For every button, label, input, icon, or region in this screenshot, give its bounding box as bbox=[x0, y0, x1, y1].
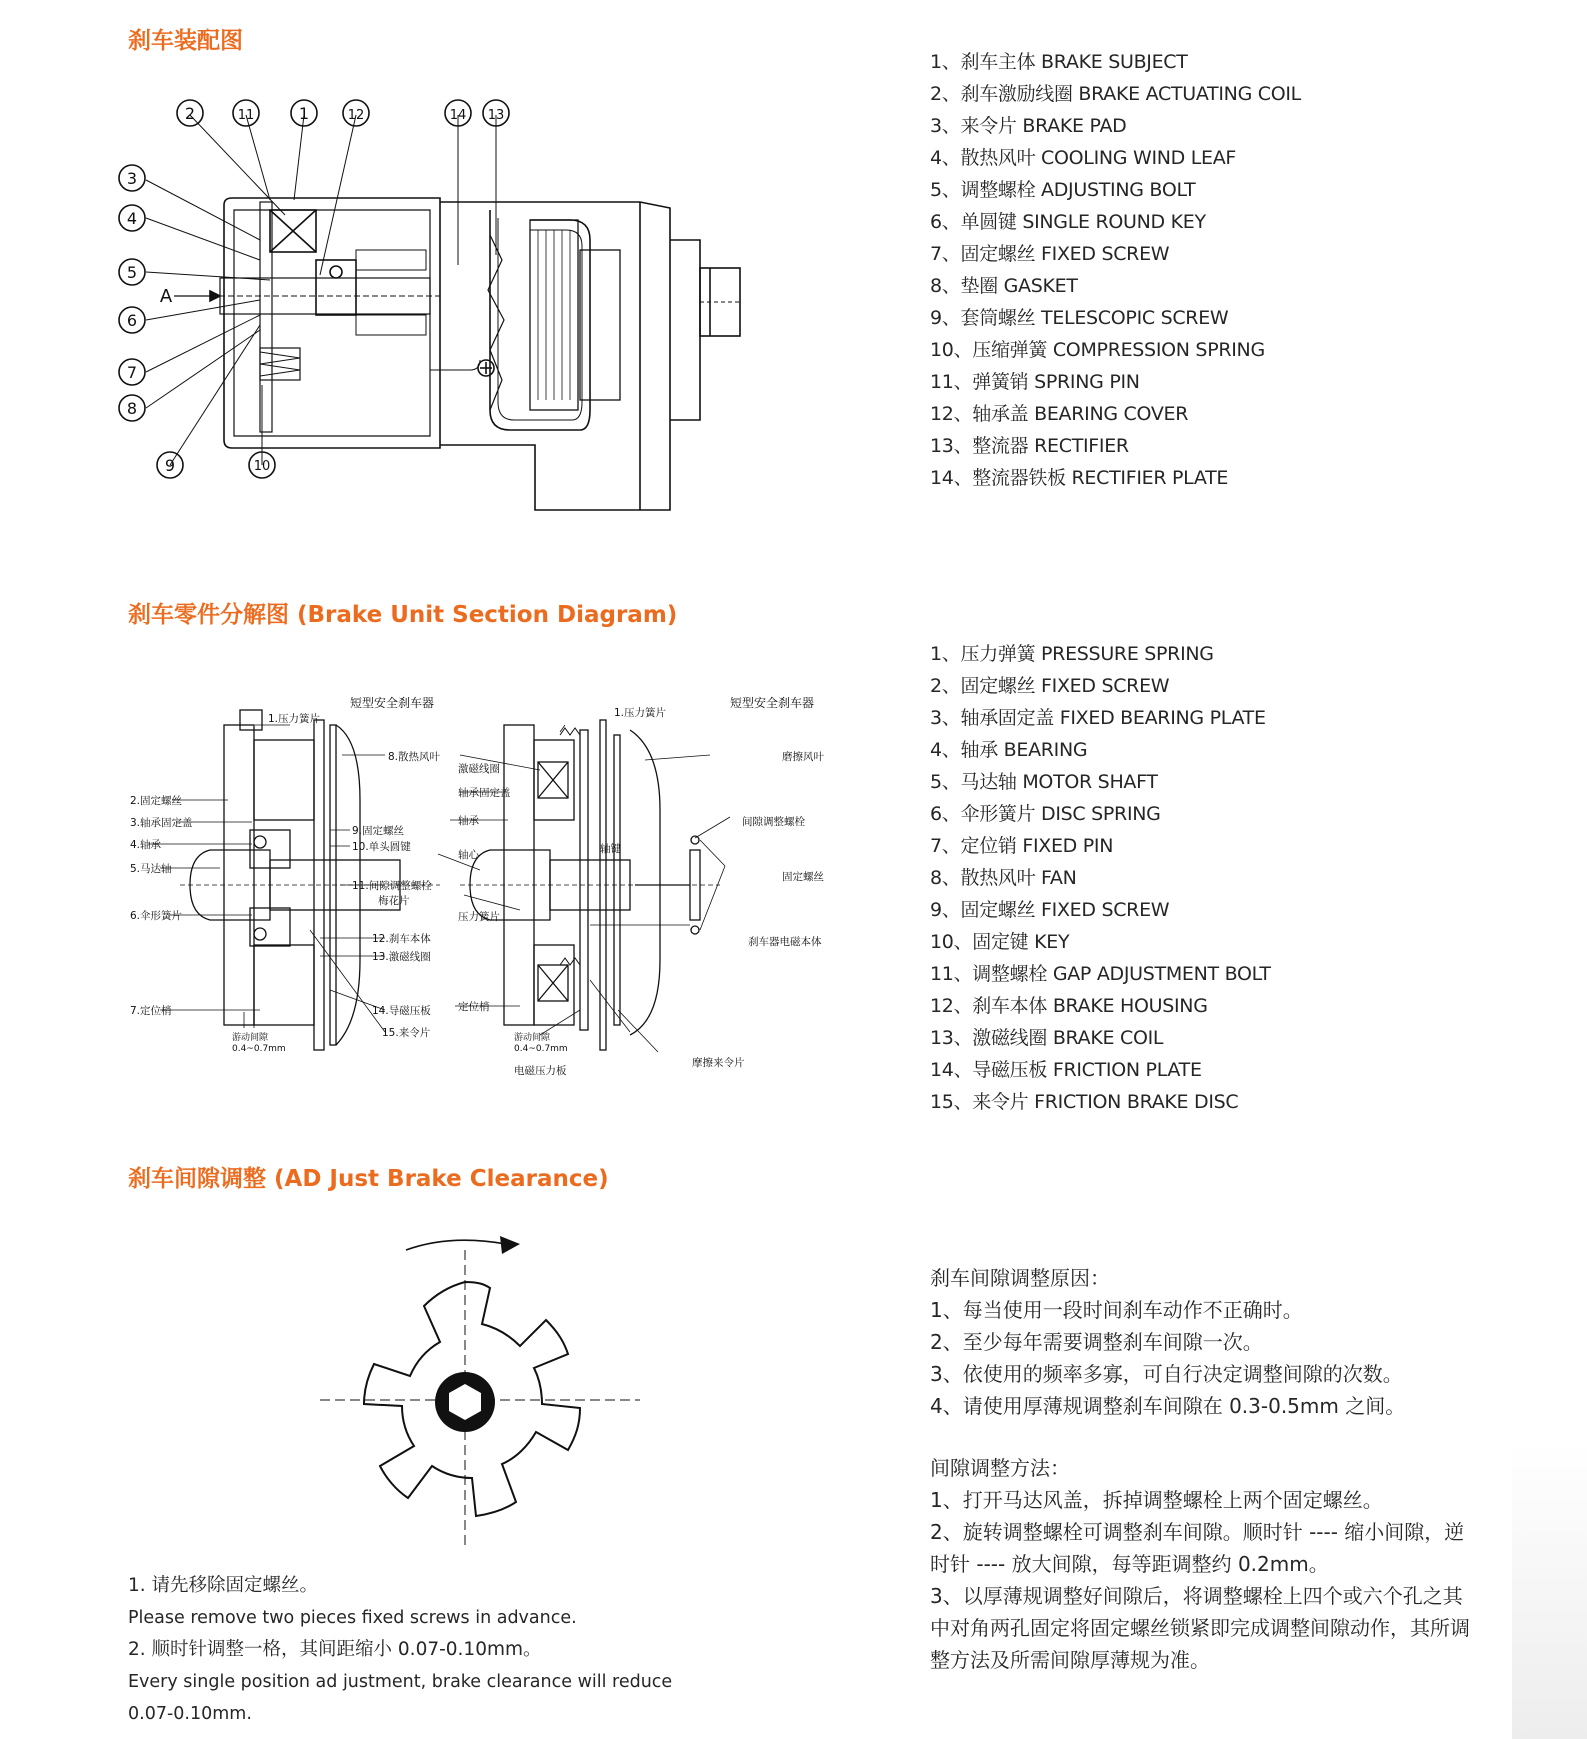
diagram-label: 游动间隙 bbox=[232, 1033, 269, 1043]
diagram-label: 摩擦来令片 bbox=[692, 1057, 745, 1069]
callout-label: 4 bbox=[126, 209, 138, 228]
diagram-label: 3.轴承固定盖 bbox=[130, 817, 193, 829]
diagram-label: 12.刹车本体 bbox=[372, 933, 431, 945]
note-2-en: Every single position ad justment, brake clearance will reduce 0.07-0.10mm. bbox=[128, 1672, 673, 1724]
list-item: 4、轴承 BEARING bbox=[930, 739, 1088, 761]
list-item: 9、套筒螺丝 TELESCOPIC SCREW bbox=[930, 307, 1229, 329]
list-item: 4、散热风叶 COOLING WIND LEAF bbox=[930, 147, 1237, 169]
diagram-label: 13.激磁线圈 bbox=[372, 951, 431, 963]
adjustment-star-wheel bbox=[310, 1220, 650, 1550]
list-item: 6、伞形簧片 DISC SPRING bbox=[930, 803, 1161, 825]
reasons-heading: 刹车间隙调整原因： bbox=[930, 1266, 1110, 1290]
list-item: 2、固定螺丝 FIXED SCREW bbox=[930, 675, 1170, 697]
list-item: 2、至少每年需要调整刹车间隙一次。 bbox=[930, 1330, 1263, 1354]
diagram-label: 磨擦风叶 bbox=[782, 751, 824, 763]
list-item: 1、打开马达风盖，拆掉调整螺栓上两个固定螺丝。 bbox=[930, 1488, 1383, 1512]
list-item: 1、每当使用一段时间刹车动作不正确时。 bbox=[930, 1298, 1303, 1322]
list-item: 2、旋转调整螺栓可调整刹车间隙。顺时针 ---- 缩小间隙，逆时针 ---- 放大间隙，每等距调整约 0.2mm。 bbox=[930, 1520, 1465, 1576]
exploded-section-title: 刹车零件分解图 (Brake Unit Section Diagram) bbox=[128, 602, 678, 628]
list-item: 10、压缩弹簧 COMPRESSION SPRING bbox=[930, 339, 1265, 361]
callout-label: 6 bbox=[126, 311, 138, 330]
list-item: 9、固定螺丝 FIXED SCREW bbox=[930, 899, 1170, 921]
callout-label: 12 bbox=[347, 108, 365, 123]
diagram-label: 轴键 bbox=[600, 843, 621, 855]
diagram-label: 激磁线圈 bbox=[458, 763, 500, 775]
diagram-label: 0.4~0.7mm bbox=[232, 1044, 286, 1054]
diagram-label: 9.固定螺丝 bbox=[352, 825, 405, 837]
clearance-text bbox=[930, 1262, 1470, 1676]
list-item: 6、单圆键 SINGLE ROUND KEY bbox=[930, 211, 1206, 233]
list-item: 14、整流器铁板 RECTIFIER PLATE bbox=[930, 467, 1229, 489]
diagram-label: 电磁压力板 bbox=[514, 1065, 567, 1077]
list-item: 1、刹车主体 BRAKE SUBJECT bbox=[930, 51, 1188, 73]
brake-exploded-diagram bbox=[120, 680, 860, 1100]
clearance-section-title: 刹车间隙调整 (AD Just Brake Clearance) bbox=[128, 1166, 609, 1192]
list-item: 3、依使用的频率多寡，可自行决定调整间隙的次数。 bbox=[930, 1362, 1403, 1386]
diagram-label: 定位梢 bbox=[458, 1001, 490, 1013]
list-item: 5、调整螺栓 ADJUSTING BOLT bbox=[930, 179, 1196, 201]
callout-label: 3 bbox=[126, 169, 138, 188]
diagram-label: 轴心 bbox=[458, 849, 479, 861]
diagram-label: 轴承固定盖 bbox=[458, 787, 511, 799]
callout-label: 9 bbox=[164, 456, 176, 475]
diagram-label: 游动间隙 bbox=[514, 1033, 551, 1043]
diagram-label: 6.伞形簧片 bbox=[130, 910, 183, 922]
callout-label: 14 bbox=[449, 108, 467, 123]
list-item: 1、压力弹簧 PRESSURE SPRING bbox=[930, 643, 1214, 665]
callout-label: 13 bbox=[487, 108, 505, 123]
list-item: 8、垫圈 GASKET bbox=[930, 275, 1078, 297]
list-item: 3、来令片 BRAKE PAD bbox=[930, 115, 1127, 137]
diagram-label: 14.导磁压板 bbox=[372, 1005, 431, 1017]
list-item: 14、导磁压板 FRICTION PLATE bbox=[930, 1059, 1202, 1081]
list-item: 7、定位销 FIXED PIN bbox=[930, 835, 1114, 857]
assembly-section-title: 刹车装配图 bbox=[128, 28, 243, 54]
page-edge-shade bbox=[1512, 1440, 1587, 1739]
list-item: 7、固定螺丝 FIXED SCREW bbox=[930, 243, 1170, 265]
list-item: 12、刹车本体 BRAKE HOUSING bbox=[930, 995, 1208, 1017]
left-diagram-title: 短型安全刹车器 bbox=[350, 696, 435, 710]
diagram-label: 0.4~0.7mm bbox=[514, 1044, 568, 1054]
arrow-a-label: A bbox=[159, 286, 173, 307]
diagram-label: 刹车器电磁本体 bbox=[748, 936, 822, 948]
list-item: 11、弹簧销 SPRING PIN bbox=[930, 371, 1140, 393]
note-1-en: Please remove two pieces fixed screws in advance. bbox=[128, 1608, 577, 1628]
diagram-label: 2.固定螺丝 bbox=[130, 795, 183, 807]
list-item: 4、请使用厚薄规调整刹车间隙在 0.3-0.5mm 之间。 bbox=[930, 1394, 1406, 1418]
exploded-parts-list bbox=[930, 638, 1271, 1118]
diagram-label: 压力簧片 bbox=[458, 911, 500, 923]
callout-label: 7 bbox=[126, 363, 138, 382]
assembly-parts-list bbox=[930, 46, 1301, 494]
list-item: 13、激磁线圈 BRAKE COIL bbox=[930, 1027, 1164, 1049]
list-item: 3、轴承固定盖 FIXED BEARING PLATE bbox=[930, 707, 1266, 729]
list-item: 11、调整螺栓 GAP ADJUSTMENT BOLT bbox=[930, 963, 1271, 985]
diagram-label: 4.轴承 bbox=[130, 839, 162, 851]
list-item: 15、来令片 FRICTION BRAKE DISC bbox=[930, 1091, 1239, 1113]
diagram-label: 梅花片 bbox=[378, 895, 410, 907]
method-heading: 间隙调整方法： bbox=[930, 1456, 1070, 1480]
list-item: 12、轴承盖 BEARING COVER bbox=[930, 403, 1189, 425]
list-item: 3、以厚薄规调整好间隙后，将调整螺栓上四个或六个孔之其中对角两孔固定将固定螺丝锁紧即完成调整间隙动作，其所调整方法及所需间隙厚薄规为准。 bbox=[930, 1584, 1470, 1672]
brake-assembly-diagram bbox=[110, 90, 750, 540]
diagram-label: 1.压力簧片 bbox=[614, 707, 667, 719]
diagram-label: 15.来令片 bbox=[382, 1027, 431, 1039]
callout-label: 8 bbox=[126, 399, 138, 418]
diagram-label: 8.散热风叶 bbox=[388, 751, 441, 763]
diagram-label: 7.定位梢 bbox=[130, 1005, 172, 1017]
callout-label: 11 bbox=[237, 108, 255, 123]
diagram-label: 11.间隙调整螺栓 bbox=[352, 880, 432, 892]
list-item: 2、刹车激励线圈 BRAKE ACTUATING COIL bbox=[930, 83, 1301, 105]
right-diagram-title: 短型安全刹车器 bbox=[730, 696, 815, 710]
diagram-label: 10.单头圆键 bbox=[352, 841, 411, 853]
diagram-label: 间隙调整螺栓 bbox=[742, 816, 805, 828]
note-2-cn: 2. 顺时针调整一格，其间距缩小 0.07-0.10mm。 bbox=[128, 1639, 542, 1660]
list-item: 8、散热风叶 FAN bbox=[930, 867, 1077, 889]
callout-label: 10 bbox=[253, 459, 271, 474]
list-item: 10、固定键 KEY bbox=[930, 931, 1070, 953]
callout-label: 2 bbox=[184, 104, 196, 123]
list-item: 13、整流器 RECTIFIER bbox=[930, 435, 1129, 457]
diagram-label: 1.压力簧片 bbox=[268, 713, 321, 725]
diagram-label: 轴承 bbox=[458, 815, 479, 827]
list-item: 5、马达轴 MOTOR SHAFT bbox=[930, 771, 1158, 793]
callout-label: 5 bbox=[126, 263, 138, 282]
adjustment-notes bbox=[128, 1570, 688, 1730]
note-1-cn: 1. 请先移除固定螺丝。 bbox=[128, 1575, 319, 1596]
callout-label: 1 bbox=[298, 104, 310, 123]
diagram-label: 固定螺丝 bbox=[782, 871, 824, 883]
diagram-label: 5.马达轴 bbox=[130, 863, 172, 875]
